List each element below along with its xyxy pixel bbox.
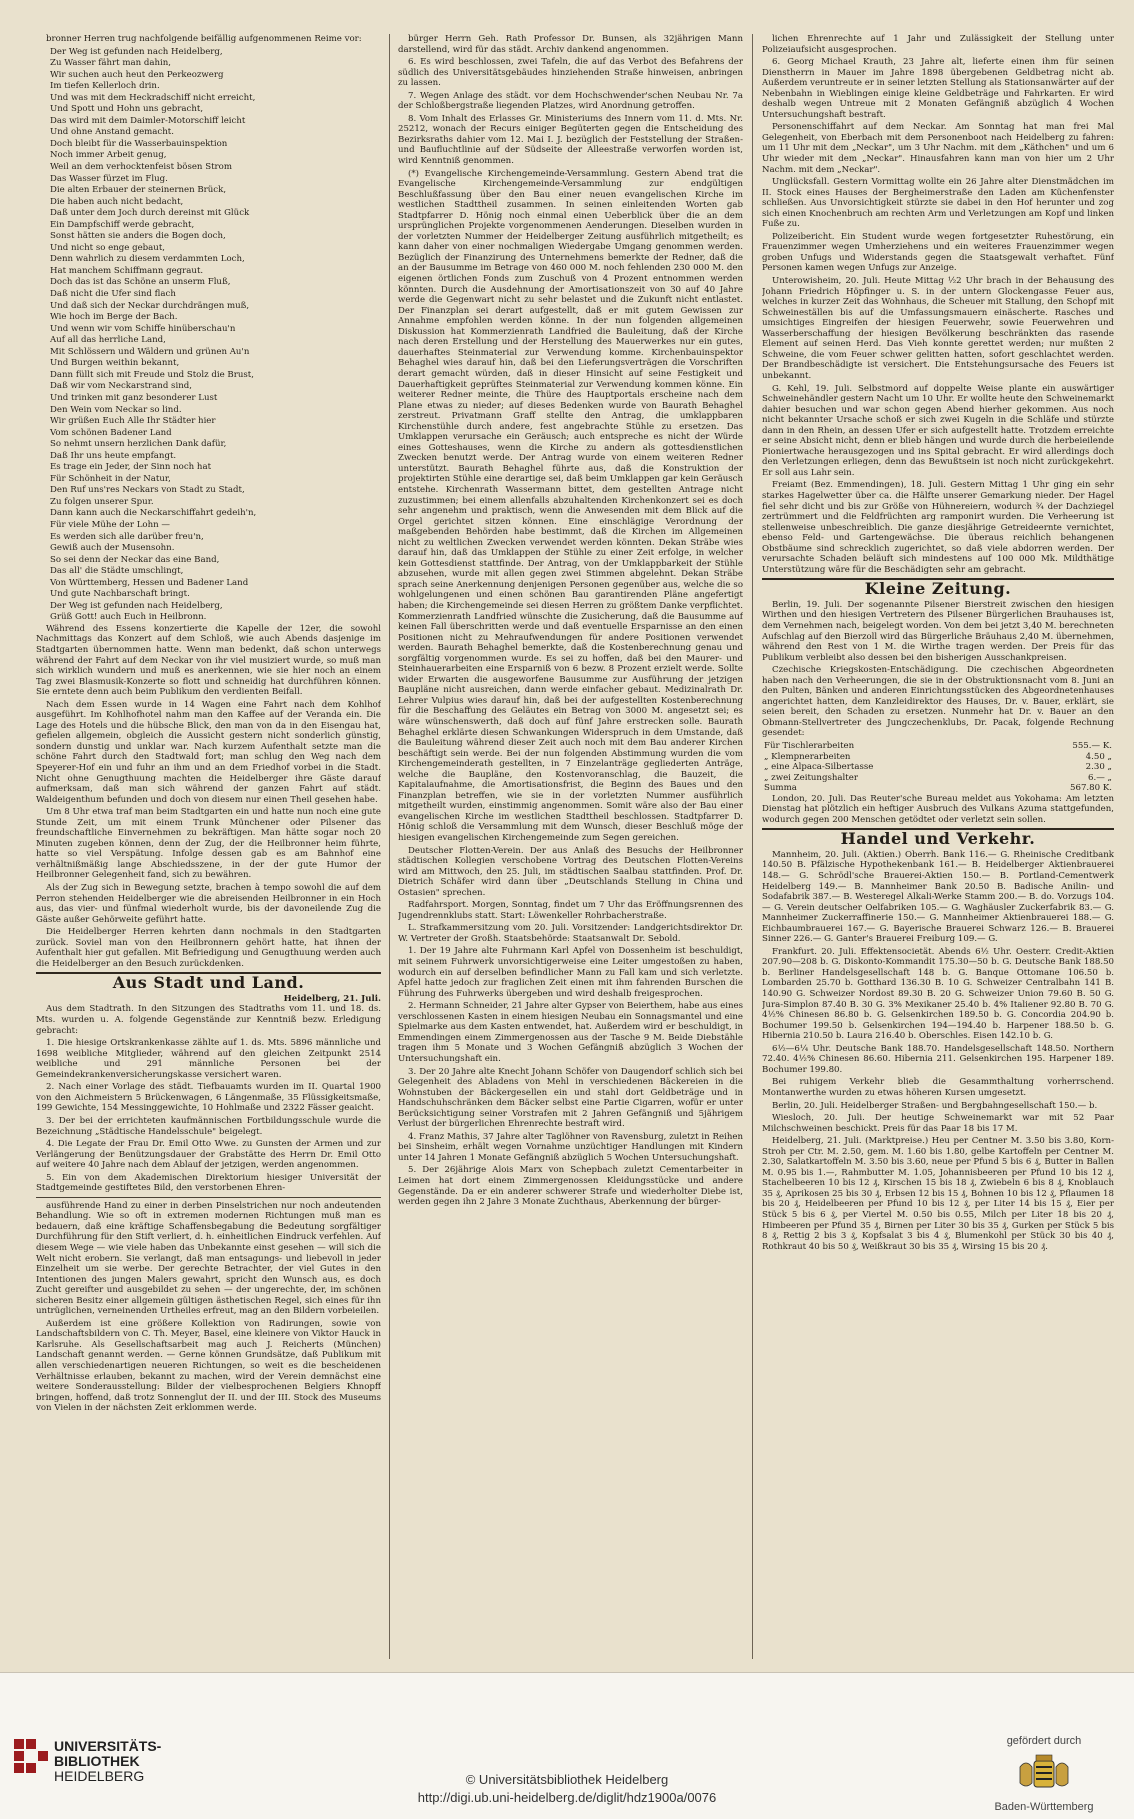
footer-citation [380, 1771, 754, 1807]
kleine-zeitung-articles [762, 600, 1114, 739]
column-3 [762, 34, 1114, 1659]
poem-line: Die haben auch nicht bedacht, [50, 196, 184, 207]
article-paragraph: Als der Zug sich in Bewegung setzte, brachen à tempo sowohl die auf dem Perron stehenden Heidelberger wie die abreisenden Heilbronner in ein Hoch aus, das vier- und fünfmal wiederholt wurde, bis der davoneilende Zug die Gäste außer Gehörweite geführt hatte. [36, 883, 381, 925]
bill-row [762, 773, 1114, 784]
poem-line: Doch das ist das Schöne an unserm Fluß, [50, 277, 231, 288]
library-logo-icon [14, 1739, 48, 1781]
poem-line: Und nicht so enge gebaut, [50, 242, 166, 253]
poem-line: Wir grüßen Euch Alle Ihr Städter hier [50, 416, 216, 427]
copyright-text: © Universitätsbibliothek Heidelberg [465, 1772, 669, 1787]
market-reports [762, 850, 1114, 1252]
article-paragraph: Außerdem ist eine größere Kollektion von Radirungen, sowie von Landschaftsbildern von C. Th. Meyer, Basel, eine kleinere von Viktor Hauck in Karlsruhe. Als Gesellschaftsarbeit mag auch J. Reicherts (München) Landschaft genannt werden. — Gerne können Grundsätze, daß Publikum mit allen verschiedenartigen neueren Richtungen, so weit es die bescheidenen Verhältnisse erlauben, bekannt zu machen, wird der Verein demnächst eine weitere Sonderausstellung: Bilder der vielbesprochenen Belgiers Khnopff bringen, hoffend, daß trotz Sonnenglut der II. und der III. Stock des Museums von Vielen in der nächsten Zeit erklommen werde. [36, 1318, 381, 1414]
poem-line: Die alten Erbauer der steinernen Brück, [50, 185, 227, 196]
column-rule [389, 34, 390, 1659]
bill-item: „ eine Alpaca-Silbertasse [764, 762, 874, 773]
bill-amount: 6.— „ [1088, 772, 1112, 783]
poem-line: Im tiefen Kellerloch drin. [50, 81, 160, 92]
poem-line: Der Weg ist gefunden nach Heidelberg, [50, 46, 223, 57]
article-paragraph: lichen Ehrenrechte auf 1 Jahr und Zulässigkeit der Stellung unter Polizeiaufsicht ausgesprochen. [762, 34, 1114, 55]
library-name-line: HEIDELBERG [54, 1768, 145, 1784]
bill-item: „ Klempnerarbeiten [764, 751, 851, 762]
article-paragraph: 3. Der 20 Jahre alte Knecht Johann Schöfer von Daugendorf schlich sich bei Gelegenheit des Abladens von Mehl in verschiedenen Bäckereien in die Wohnstuben der Bäckergesellen ein und stahl dort Geldbeträge und in Handschuhschränken dem Bäcker selbst eine Partie Cigarren, wofür er unter Berücksichtigung seiner Vorstrafen mit 2 Jahren Gefängniß und 5jährigem Verlust der bürgerlichen Ehrenrechte bestraft wird. [398, 1066, 743, 1130]
poem-line: Und ohne Anstand gemacht. [50, 127, 174, 138]
poem-line: Vom schönen Badener Land [50, 427, 172, 438]
bill-item: „ zwei Zeitungshalter [764, 772, 858, 783]
article-paragraph: 6. Georg Michael Krauth, 23 Jahre alt, lieferte einen ihm für seinen Dienstherrn in Mauer im Jahre 1898 übergebenen Geldbetrag nicht ab. Außerdem veruntreute er in seiner letzten Stellung als Stationsanwärter auf der Nebenbahn in Wieblingen einige kleine Geldbeträge und Fahrkarten. Er wird deshalb wegen Untreue mit 2 Monaten Gefängniß abzüglich 4 Wochen Untersuchungshaft bestraft. [762, 57, 1114, 120]
section-title-aus-stadt-und-land: Aus Stadt und Land. [112, 973, 305, 993]
poem-line: Daß nicht die Ufer sind flach [50, 289, 176, 300]
article-paragraph: 1. Der 19 Jahre alte Fuhrmann Karl Apfel von Dossenheim ist beschuldigt, mit seinem Fuhrwerk unvorsichtigerweise eine Leiter umgestoßen zu haben, wodurch ein auf derselben befindlicher Mann zu Fall kam und sich verletzte. Apfel hatte jedoch zur fraglichen Zeit einen mit ihm fahrenden Burschen die Führung des Fuhrwerks übergeben und wird deshalb freigesprochen. [398, 946, 743, 999]
article-paragraph: Radfahrsport. Morgen, Sonntag, findet um 7 Uhr das Eröffnungsrennen des Jugendrennklubs statt. Start: Löwenkeller Rohrbacherstraße. [398, 900, 743, 921]
poem-line: Für viele Mühe der Lohn — [50, 519, 170, 530]
article-paragraph: 7. Wegen Anlage des städt. vor dem Hochschwender'schen Neubau Nr. 7a der Schloßbergstraße liegenden Platzes, wird Anordnung getroffen. [398, 90, 743, 112]
poem-line: Denn wahrlich zu diesem verdammten Loch, [50, 254, 245, 265]
poem-line: Daß unter dem Joch durch dereinst mit Glück [50, 208, 250, 219]
article-paragraph: Um 8 Uhr etwa traf man beim Stadtgarten ein und hatte nun noch eine gute Stunde Zeit, um mit einem Trunk Münchener oder Pilsener das freundschaftliche Einvernehmen zu bekräftigen. Man hätte sogar noch 20 Minuten zugeben können, denn der Zug, der die Heilbronner heim führte, hatte so viel Verspätung. Infolge dessen gab es am Bahnhof eine verhältnißmäßig lange Abschiedsszene, in der der gute Humor der Heilbronner Gelegenheit fand, sich zu bewähren. [36, 807, 381, 881]
library-logo[interactable] [14, 1735, 184, 1795]
poem-line: So nehmt unsern herzlichen Dank dafür, [50, 439, 227, 450]
poem-line: Sonst hätten sie anders die Bogen doch, [50, 231, 226, 242]
article-paragraph: Polizeibericht. Ein Student wurde wegen fortgesetzter Ruhestörung, ein Frauenzimmer wegen Umherziehens und ein weiteres Frauenzimmer wegen groben Unfugs und Widerstands gegen die Staatsgewalt verhaftet. Fünf Personen kamen wegen Unfugs zur Anzeige. [762, 231, 1114, 274]
article-paragraph: Berlin, 19. Juli. Der sogenannte Pilsener Bierstreit zwischen den hiesigen Wirthen und den hiesigen Vertretern des Pilsener Bürgerlichen Brauhauses ist, dem Vernehmen nach, beigelegt worden. Von dem bei jetzt 3,40 M. berechneten Aufschlag auf den Bierzoll wird das Bürgerliche Bräuhaus 2,40 M. übernehmen, während den Rest von 1 M. die Wirthe tragen werden. Der Preis für das Publikum verbleibt also dessen bei den bisherigen Ausschankpreisen. [762, 599, 1114, 663]
poem-line: Den Ruf uns'res Neckars von Stadt zu Stadt, [50, 485, 245, 496]
poem-line: Daß Ihr uns heute empfangt. [50, 450, 177, 461]
bill-amount: 555.— K. [1072, 741, 1112, 751]
poem-line: Und was mit dem Heckradschiff nicht erreicht, [50, 92, 256, 103]
article-paragraph: (*) Evangelische Kirchengemeinde-Versammlung. Gestern Abend trat die Evangelische Kirchengemeinde-Versammlung zur endgültigen Beschlußfassung über den Bau einer neuen evangelischen Kirche im westlichen Stadttheil zusammen. In seinen einleitenden Worten gab Stadtpfarrer D. Hönig noch einmal einen Ueberblick über die an dem ursprünglichen Projekte vorgenommenen Aenderungen. Dieselben wurden in der vorletzten Nummer der Heidelberger Zeitung ausführlich mitgetheilt; es kann daher von einer nochmaligen Wiedergabe Umgang genommen werden. Bezüglich der Finanzirung des Unternehmens bemerkte der Redner, daß die an der Bausumme im Betrage von 460 000 M. noch fehlenden 230 000 M. den eigenen örtlichen Fonds zum Zuschuß von 4 Prozent entnommen werden könnten. Durch die Ausdehnung der Amortisationszeit von 30 auf 40 Jahre werde die Gegenwart nicht zu sehr belastet und die Zukunft nicht entlastet. Der Finanzplan sei derart aufgestellt, daß er mit gutem Gewissen zur Annahme empfohlen werden könne. In der nun folgenden allgemeinen Diskussion hat Kommerzienrath Landfried die Bauleitung, daß der Kirche nach deren Erstellung und der Herstellung des Mauerwerkes nur ein gutes, dauerhaftes Steinmaterial zur Verwendung komme. Kirchenbauinspektor Behaghel wies darauf hin, daß bei den Lieferungsverträgen die Vorschriften derart gemacht würden, daß in dieser Hinsicht auf seine Festigkeit und Dauerhaftigkeit geprüftes Steinmaterial zur Verwendung kommen könne. Ein weiterer Redner meinte, die Thüre des Hauptportals erscheine nach dem Plane etwas zu nieder; auf dieses Bedenken wurde von Baurath Behaghel zerstreut. Privatmann Graff stellte den Antrag, die umklappbaren Kirchenstühle durch andere, fest angebrachte Stühle zu ersetzen. Das Umklappen verursache ein Geräusch; auch entspreche es nicht der Würde eines Gotteshauses, wenn die Kirche zu andern als gottesdienstlichen Zwecken benutzt werde. Der Antrag wurde von einem weiteren Redner unterstützt. Baurath Behaghel führte aus, daß die Konstruktion der projektirten Stühle eine derartige sei, daß beim Umklappen gar kein Geräusch entstehe. Kirchenrath Wassermann bittet, dem gestellten Antrage nicht zuzustimmen; bei einem allenfalls abzuhaltenden Kirchenkonzert sei es doch sehr angenehm und praktisch, wenn die Anwesenden mit dem Blick auf die Orgel gerichtet sitzen können. Eine einschlägige Verordnung der maßgebenden Behörden habe bestimmt, daß die Kirchen im Allgemeinen nicht zu weltlichen Zwecken verwendet werden könnten. Dekan Sträbe wies darauf hin, daß das Umklappen der Stühle zu einer Zeit erfolge, in welcher kein Gottesdienst stattfinde. Der Antrag, von der Umklappbarkeit der Stühle abzusehen, wurde mit allen gegen zwei Stimmen abgelehnt. Dekan Sträbe sprach seine Anerkennung denjenigen Personen gegenüber aus, welche die so wohlgelungenen und einen schönen Bau garantirenden Pläne angefertigt haben; die Kirchengemeinde sei diesen Herren zu größtem Danke verpflichtet. Kommerzienrath Landfried wünschte die Zusicherung, daß die Bausumme auf keinen Fall überschritten werde und daß eventuelle Ersparnisse an den einen Positionen nicht zu Mehraufwendungen für andere Positionen verwendet werden. Baurath Behaghel bemerkte, daß die Kostenberechnung genau und sorgfältig vorgenommen wurde. Es sei zu hoffen, daß bei den Maurer- und Steinhauerarbeiten eine Ersparniß von 6 bezw. 8 Prozent erzielt werde. Sollte wider Erwarten die ausgeworfene Bausumme zur Ausführung der jetzigen Baupläne nicht ausreichen, dann werde einfacher gebaut. Medizinalrath Dr. Lehrer Vulpius wies darauf hin, daß bei der aufgestellten Kostenberechnung für die Beschaffung des Geläutes ein Betrag von 3000 M. angesetzt sei; es wäre wünschenswerth, daß doch auf fünf Jahre erstrecken solle. Baurath Behaghel erklärte diesen Schwankungen Widerspruch in dem Umstande, daß die Bauleitung während dieser Zeit auch noch mit dem Bau anderer Kirchen beschäftigt sein werde. Bei der nun folgenden Abstimmung wurden die vom Kirchengemeinderath gestellten, in 7 Einzelanträge gegliederten Anträge, welche die Baupläne, den Kostenvoranschlag, die Bauzeit, die Kapitalaufnahme, die Amortisationsfrist, die Beginn des Baues und den Finanzplan betreffen, wie sie in der vorletzten Nummer ausführlich mitgetheilt wurden, einstimmig angenommen. Somit wäre also der Bau einer evangelischen Kirche im westlichen Stadttheil beschlossen. Stadtpfarrer D. Hönig schloß die Versammlung mit dem Wunsch, dieser Beschluß möge der hiesigen evangelischen Kirchengemeinde zum Segen gereichen. [398, 168, 743, 844]
bill-row [762, 762, 1114, 773]
bill-amount: 567.80 K. [1070, 783, 1112, 794]
article-paragraph: Bei ruhigem Verkehr blieb die Gesammthaltung vorherrschend. Montanwerthe wurden zu etwas höheren Kursen umgesetzt. [762, 1077, 1114, 1098]
article-paragraph: 3. Der bei der errichteten kaufmännischen Fortbildungsschule wurde die Bezeichnung „Städtische Handelsschule" beigelegt. [36, 1115, 381, 1137]
poem-line: Und daß sich der Neckar durchdrängen muß, [50, 300, 250, 311]
poem-line: Den Wein vom Neckar so lind. [50, 404, 182, 415]
poem-line: So sei denn der Neckar das eine Band, [50, 554, 220, 565]
poem-line: Und wenn wir vom Schiffe hinüberschau'n [50, 323, 236, 334]
article-paragraph: 5. Der 26jährige Alois Marx von Schepbach zuletzt Cementarbeiter in Leimen hat dort einem Zimmergenossen Kleidungsstücke und andere Gegenstände. Da er ein anderer schwerer Strafe und wiederholter Diebe ist, werden gegen ihn 2 Jahre 3 Monate Zuchthaus, Aberkennung der bürger- [398, 1165, 743, 1208]
article-paragraph: 4. Die Legate der Frau Dr. Emil Otto Wwe. zu Gunsten der Armen und zur Verlängerung der Benützungsdauer der Grabstätte des Herrn Dr. Emil Otto auf weitere 40 Jahre nach dem Ablauf der jetzigen, werden angenommen. [36, 1139, 381, 1171]
poem-line: Der Weg ist gefunden nach Heidelberg, [50, 600, 223, 611]
poem-line: Das all' die Städte umschlingt, [50, 566, 184, 577]
article-paragraph: Wiesloch, 20. Juli. Der heutige Schweinemarkt war mit 52 Paar Milchschweinen beschickt. Preis für das Paar 18 bis 17 M. [762, 1113, 1114, 1134]
bill-item: Für Tischlerarbeiten [764, 741, 855, 751]
bill-table [762, 741, 1114, 794]
section-title-kleine-zeitung: Kleine Zeitung. [864, 579, 1012, 599]
article-paragraph: 6. Es wird beschlossen, zwei Tafeln, die auf das Verbot des Befahrens der südlich des Universitätsgebäudes hinziehenden Straße hinweisen, anbringen zu lassen. [398, 57, 743, 89]
poem [36, 47, 381, 623]
poem-line: Zu Wasser fährt man dahin, [50, 58, 172, 69]
poem-line: Dann füllt sich mit Freude und Stolz die Brust, [50, 369, 254, 380]
column-2 [398, 34, 743, 1659]
article-paragraph: L. Strafkammersitzung vom 20. Juli. Vorsitzender: Landgerichtsdirektor Dr. W. Vertreter der Großh. Staatsbehörde: Staatsanwalt Dr. Sebold. [398, 923, 743, 944]
poem-line: Wie hoch im Berge der Bach. [50, 312, 178, 323]
library-name-line: UNIVERSITÄTS- [54, 1738, 162, 1754]
poem-line: Mit Schlössern und Wäldern und grünen Au'n [50, 346, 250, 357]
article-paragraph: Heidelberg, 21. Juli. (Marktpreise.) Heu per Centner M. 3.50 bis 3.80, Korn-Stroh per Ctr. M. 2.50, gem. M. 1.60 bis 1.80, gelbe Kartoffeln per Centner M. 2.30, Salatkartoffeln M. 3.50 bis 3.60, neue per Pfund 5 bis 6 ₰, Butter in Ballen M. 0.95 bis 1.—, Rahmbutter M. 1.05, Johannisbeeren per Pfund 10 bis 12 ₰, Stachelbeeren 10 bis 12 ₰, Kirschen 15 bis 18 ₰, Zwiebeln 6 bis 8 ₰, Knoblauch 35 ₰, Aprikosen 25 bis 30 ₰, Erbsen 12 bis 15 ₰, Bohnen 10 bis 12 ₰, Pflaumen 18 bis 20 ₰, Heidelbeeren per Pfund 10 bis 12 ₰, per Liter 14 bis 15 ₰, Eier per Stück 5 bis 6 ₰, per Viertel M. 0.50 bis 0.55, Milch per Liter 18 bis 20 ₰, Himbeeren per Pfund 35 ₰, Birnen per Liter 30 bis 35 ₰, Gurken per Stück 5 bis 8 ₰, Rettig 2 bis 3 ₰, Kopfsalat 3 bis 4 ₰, Blumenkohl per Stück 30 bis 40 ₰, Rothkraut 40 bis 50 ₰, Weißkraut 30 bis 35 ₰, Wirsing 15 bis 20 ₰. [762, 1136, 1114, 1252]
coat-of-arms-icon [1012, 1753, 1076, 1799]
feuilleton-art-review [36, 1201, 381, 1414]
poem-line: Daß wir vom Neckarstrand sind, [50, 381, 192, 392]
article-paragraph: 4. Franz Mathis, 37 Jahre alter Taglöhner von Ravensburg, zuletzt in Reihen bei Sinsheim, erhält wegen Vornahme unzüchtiger Handlungen mit Kindern unter 14 Jahren 1 Monate Gefängniß abzüglich 5 Wochen Untersuchungshaft. [398, 1131, 743, 1163]
poem-line: Dann kann auch die Neckarschiffahrt gedeih'n, [50, 508, 257, 519]
poem-line: Grüß Gott! auch Euch in Heilbronn. [50, 612, 207, 623]
footer-bar [0, 1672, 1134, 1819]
article-paragraph: Mannheim, 20. Juli. (Aktien.) Oberrh. Bank 116.— G. Rheinische Creditbank 140.50 B. Pfälzische Hypothekenbank 161.— B. Heidelberger Aktienbrauerei 148.— G. Schrödl'sche Brauerei-Aktien 150.— B. Portland-Cementwerk Heidelberg 149.— B. Mannheimer Bank 20.50 B. Badische Anilin- und Sodafabrik 387.— B. Westeregel Alkali-Werke Stamm 200.— B. do. Vorzugs 104.— G. Verein deutscher Oelfabriken 105.— G. Waghäusler Zuckerfabrik 83.— G. Mannheimer Zuckerraffinerie 150.— G. Mannheimer Aktienbrauerei 188.— G. Eichbaumbrauerei 167.— G. Bayerische Brauerei Schwarz 126.— B. Brauerei Sinner 226.— G. Ganter's Brauerei Freiburg 109.— G. [762, 849, 1114, 945]
poem-line: Das Wasser fürzet im Flug. [50, 173, 168, 184]
column-2-articles [398, 34, 743, 1208]
poem-intro: bronner Herren trug nachfolgende beifällig aufgenommenen Reime vor: [46, 34, 362, 44]
poem-line: Von Württemberg, Hessen und Badener Land [50, 577, 249, 588]
london-report: London, 20. Juli. Das Reuter'sche Bureau meldet aus Yokohama: Am letzten Dienstag hat plötzlich ein heftiger Ausbruch des Vulkans Azuma stattgefunden, wodurch gegen 200 Menschen getödtet oder verletzt sein sollen. [762, 793, 1114, 825]
column-3-articles [762, 34, 1114, 575]
article-paragraph: 2. Hermann Schneider, 21 Jahre alter Gypser von Beierthem, habe aus eines verschlossenen Kasten in einem hiesigen Neubau ein Sonnagsmantel und eine Spielmarke aus dem Kasten entwendet, hat. Außerdem wird er beschuldigt, in Emmendingen einem Zimmergenossen aus der Tasche 9 M. Beide Diebstähle tragen ihm 5 Monate und 3 Wochen Gefängniß abzüglich 3 Wochen der Untersuchungshaft ein. [398, 1001, 743, 1064]
poem-line: Gewiß auch der Musensohn. [50, 543, 175, 554]
column-1 [36, 34, 381, 1659]
sponsor-block [974, 1735, 1114, 1813]
poem-line: Und Spott und Hohn uns gebracht, [50, 104, 204, 115]
article-paragraph: Czechische Kriegskosten-Entschädigung. Die czechischen Abgeordneten haben nach den Verheerungen, die sie in der Obstruktionsnacht vom 8. Juni an den Pulten, Bänken und anderen Einrichtungsstücken des Abgeordnetenhauses angerichtet hatten, dem Kanzleidirektor des Hauses, Dr. v. Bauer, erklärt, sie seien bereit, den Schaden zu ersetzen. Nunmehr hat Dr. v. Bauer an den Obmann-Stellvertreter des Jungczechenklubs, Dr. Pacak, folgende Rechnung gesendet: [762, 665, 1114, 739]
article-paragraph: 2. Nach einer Vorlage des städt. Tiefbauamts wurden im II. Quartal 1900 von den Aichmeistern 5 Brückenwagen, 6 Längenmaße, 35 Flüssigkeitsmaße, 199 Gewichte, 154 Messinggewichte, 10 Hohlmaße und 2322 Fässer geaicht. [36, 1082, 381, 1114]
sponsor-label: gefördert durch [1006, 1735, 1082, 1747]
article-paragraph: 5. Ein von dem Akademischen Direktorium hiesiger Universität der Stadtgemeinde gestiftetes Bild, den verstorbenen Ehren- [36, 1172, 381, 1194]
poem-line: Es werden sich alle darüber freu'n, [50, 531, 204, 542]
sponsor-name: Baden-Württemberg [994, 1801, 1094, 1813]
bill-amount: 4.50 „ [1085, 751, 1112, 762]
article-paragraph: 1. Die hiesige Ortskrankenkasse zählte auf 1. ds. Mts. 5896 männliche und 1698 weibliche Mitglieder, während auf den gleichen Zeitpunkt 2514 weibliche und 291 männliche Personen bei der Gemeindekrankenversicherungskasse versichert waren. [36, 1038, 381, 1080]
poem-line: Weil an dem verhocktenfeist bösen Strom [50, 162, 232, 173]
column-rule [752, 34, 753, 1659]
section-title-handel-und-verkehr: Handel und Verkehr. [840, 829, 1036, 849]
poem-line: Zu folgen unserer Spur. [50, 496, 154, 507]
article-paragraph: Unterowisheim, 20. Juli. Heute Mittag ½2 Uhr brach in der Behausung des Johann Friedrich Höpfinger u. S. in der untern Glockengasse Feuer aus, welches in kurzer Zeit das Wohnhaus, die Scheuer mit Stallung, den Schopf mit Schweineställen bis auf die Umfassungsmauern einäscherte. Rasches und umsichtiges Eingreifen der hiesigen Feuerwehr, sowie Feuerwehren und Wasserberschaffung der hiesigen Bevölkerung beschränkten das rasende Element auf seinen Herd. Das Vieh konnte gerettet werden; nur mußten 2 Schweine, die vom Feuer schwer gelitten hatten, sofort geschlachtet werden. Der Brandbeschädigte ist versichert. Die Entstehungsursache des Feuers ist unbekannt. [762, 276, 1114, 381]
bill-row [762, 783, 1114, 794]
article-paragraph: Frankfurt. 20. Juli. Effektensocietät. Abends 6½ Uhr. Oesterr. Credit-Aktien 207.90—208 b. G. Diskonto-Kommandit 175.30—50 b. G. Deutsche Bank 188.50 b. Berliner Handelsgesellschaft 148 b. G. Banque Ottomane 106.50 b. Lombarden 25.70 b. Gotthard 136.30 B. 10 G. Schweizer Centralbahn 141 B. 140.90 G. Schweizer Nordost 89.30 B. 20 G. Schweizer Union 79.60 B. 50 G. Jura-Simplon 87.40 B. 30 G. 3% Mexikaner 25.40 b. 4% Italiener 92.80 B. 70 G. 4½% Chinesen 86.80 b. G. Gelsenkirchen 189.50 b. G. Concordia 204.90 b. Bochumer 199.50 b. Gelsenkirchen 194—194.40 b. Harpener 188.50 b. G. Hibernia 210.50 b. Laura 216.40 b. Oberschles. Eisen 142.10 b. G. [762, 946, 1114, 1042]
article-paragraph: G. Kehl, 19. Juli. Selbstmord auf doppelte Weise plante ein auswärtiger Schweinehändler gestern Nacht um 10 Uhr. Er wollte heute den Schweinemarkt dahier besuchen und war schon gegen Abend hierher gekommen. Aus noch nicht bekannter Ursache schoß er sich zwei Kugeln in die Schläfe und stürzte dann in den Rhein, an dessen Ufer er sich aufgestellt hatte. Trotzdem erreichte er seine Absicht nicht, denn er blieb hängen und wurde durch die herbeieilende Pioniertwache herausgezogen und ins Spital gebracht. Er wird allerdings doch den Verletzungen erliegen, denn das Bewußtsein ist noch nicht zurückgekehrt. Er soll aus Lahr sein. [762, 383, 1114, 478]
poem-line: Das wird mit dem Daimler-Motorschiff leicht [50, 115, 246, 126]
article-paragraph: bürger Herrn Geh. Rath Professor Dr. Bunsen, als 32jährigen Mann darstellend, wird für das städt. Archiv dankend angenommen. [398, 34, 743, 55]
divider [36, 1197, 381, 1198]
article-paragraph: Aus dem Stadtrath. In den Sitzungen des Stadtraths vom 11. und 18. ds. Mts. wurden u. A. folgende Gegenstände zur Kenntniß bezw. Erledigung gebracht: [36, 1004, 381, 1036]
poem-line: Noch immer Arbeit genug, [50, 150, 167, 161]
poem-line: Für Schönheit in der Natur, [50, 473, 171, 484]
article-paragraph: Deutscher Flotten-Verein. Der aus Anlaß des Besuchs der Heilbronner städtischen Kollegien verschobene Vortrag des Deutschen Flotten-Vereins wird am Mittwoch, den 25. Juli, im städtischen Saalbau stattfinden. Prof. Dr. Dietrich Schäfer wird dann über „Deutschlands Stellung in China und Ostasien" sprechen. [398, 845, 743, 898]
poem-line: Es trage ein Jeder, der Sinn noch hat [50, 462, 212, 473]
bill-row [762, 752, 1114, 763]
poem-line: Und gute Nachbarschaft bringt. [50, 589, 190, 600]
poem-line: Und trinken mit ganz besonderer Lust [50, 392, 218, 403]
column-1-articles [36, 624, 381, 970]
article-paragraph: Berlin, 20. Juli. Heidelberger Straßen- und Bergbahngesellschaft 150.— b. [772, 1100, 1098, 1111]
poem-line: Ein Dampfschiff werde gebracht, [50, 219, 195, 230]
article-paragraph: Die Heidelberger Herren kehrten dann nochmals in den Stadtgarten zurück. Soviel man von den Heilbronnern gehört hatte, hat ihnen der Aufenthalt hier gut gefallen. Mit Befriedigung und Genugthuung werden auch die Heidelberger an den Besuch zurückdenken. [36, 927, 381, 969]
poem-line: Hat manchem Schiffmann gegraut. [50, 265, 204, 276]
article-paragraph: 8. Vom Inhalt des Erlasses Gr. Ministeriums des Innern vom 11. d. Mts. Nr. 25212, wonach der Recurs einiger Begüterten gegen die Entscheidung des Bezirksraths dahier vom 12. Mai I. J. bezüglich der Feststellung der Straßen- und Baufluchtlinie auf der Südseite der Alleestraße verworfen worden ist, wird Kenntniß genommen. [398, 113, 743, 167]
poem-line: Auf all das herrliche Land, [50, 335, 166, 346]
bill-row [762, 741, 1114, 752]
poem-line: Wir suchen auch heut den Perkeozwerg [50, 69, 224, 80]
bill-item: Summa [764, 783, 797, 794]
article-paragraph: Freiamt (Bez. Emmendingen), 18. Juli. Gestern Mittag 1 Uhr ging ein sehr starkes Hagelwetter über ca. die Hälfte unserer Gemarkung nieder. Der Hagel fiel sehr dicht und bis zur Größe von Hühnereiern, wodurch ¾ der Dachziegel zertrümmert und die Feldfrüchten arg ramponirt wurden. Die Verheerung ist stellenweise unbeschreiblich. Die ganze diesjährige Getreideernte vernichtet, ebenso Feld- und Gartengewächse. Die überaus reichlich behangenen Obstbäume sind schrecklich zugerichtet, so daß viele abdorren werden. Der verursachte Schaden beläuft sich mindestens auf 100 000 Mk. Mildthätige Unterstützung wäre für die Beschädigten sehr am gebracht. [762, 480, 1114, 575]
poem-line: Und Burgen weithin bekannt, [50, 358, 180, 369]
library-name [54, 1739, 161, 1784]
article-paragraph: ausführende Hand zu einer in derben Pinselstrichen nur noch andeutenden Behandlung. Wie so oft in extremen modernen Richtungen muß man es bedauern, daß eine kräftige Schaffensbegabung die Bedeutung sorgfältiger Durchführung für den Stift verliert, d. h. einheitlichen Eindruck verfehlen. Auf diesem Wege — wie viele haben das Unbekannte einst gesehen — will sich die Welt nicht erobern. Sie verlangt, daß man entsagungs- und liebevoll in jeder Einzelheit um sie werbe. Der gerechte Betrachter, der viel Gutes in den Intentionen des jungen Malers gewahrt, spricht den Wunsch aus, es doch Zucht gereifter und ausgebildet zu sehen — der ungerechte, der, im schönen sicheren Besitz einer allgemein gültigen ästhetischen Regel, sich eines für ihn untrüglichen, verneinenden Urtheiles erfreut, mag an den Bildern vorbeieilen. [36, 1200, 381, 1317]
library-name-line: BIBLIOTHEK [54, 1753, 140, 1769]
article-paragraph: Während des Essens konzertierte die Kapelle der 12er, die sowohl Nachmittags das Konzert auf dem Schloß, wie auch Abends dasjenige im Stadtgarten übernommen hatte. Wenn man bedenkt, daß schon unterwegs während der Fahrt auf dem Neckar von ihr viel musiziert wurde, so muß man sich wirklich wundern und muß es anerkennen, wie sie hier noch an einem Tag zwei Blasmusik-Konzerte so flott und schneidig hat durchführen können. Sie erntete denn auch beim Publikum den verdienten Beifall. [36, 623, 381, 698]
dateline: Heidelberg, 21. Juli. [283, 993, 381, 1004]
poem-line: Doch bleibt für die Wasserbauinspektion [50, 138, 228, 149]
bill-amount: 2.30 „ [1085, 762, 1112, 773]
article-paragraph: Nach dem Essen wurde in 14 Wagen eine Fahrt nach dem Kohlhof ausgeführt. Im Kohlhofhotel nahm man den Kaffee auf der Veranda ein. Die Lage des Hotels und die hübsche Blick, den man von da in den Eisengau hat, gefielen allgemein, obgleich die Aussicht gestern nicht sonderlich günstig, sondern dunstig und unklar war. Nach kurzem Aufenthalt setzte man die schöne Fahrt durch den Stadtwald fort; man schlug den Weg nach dem Speyerer-Hof ein und fuhr an ihm und an dem Friedhof vorbei in die Stadt. Nicht ohne Genugthuung machten die Heidelberger ihre Gäste darauf aufmerksam, daß man sich während der ganzen Fahrt auf städt. Waldeigenthum befunden und doch von diesem nur einen Theil gesehen habe. [36, 699, 381, 805]
article-paragraph: 6½—6¼ Uhr. Deutsche Bank 188.70. Handelsgesellschaft 148.50. Northern 72.40. 4½% Chinesen 86.60. Hibernia 211. Gelsenkirchen 195. Harpener 189. Bochumer 199.80. [762, 1043, 1114, 1075]
permalink[interactable]: http://digi.ub.uni-heidelberg.de/diglit/hdz1900a/0076 [417, 1790, 717, 1805]
stadtrath-report [36, 1004, 381, 1193]
article-paragraph: Personenschiffahrt auf dem Neckar. Am Sonntag hat man frei Mal Gelegenheit, von Eberbach mit dem Personenboot nach Heidelberg zu fahren: um 11 Uhr mit dem „Neckar", um 3 Uhr Nachm. mit dem „Käthchen" und um 6 Uhr wieder mit dem „Neckar". Hinausfahren kann man von hier um 2 Uhr Nachm. mit dem „Neckar". [762, 122, 1114, 175]
article-paragraph: Unglücksfall. Gestern Vormittag wollte ein 26 Jahre alter Dienstmädchen im II. Stock eines Hauses der Bergheimerstraße den Laden am Küchenfenster schließen. Aus Unvorsichtigkeit stürzte sie dabei in den Hof herunter und zog sich einen Knochenbruch am rechten Arm und Verletzungen am Kopf und linken Fuße zu. [762, 177, 1114, 230]
